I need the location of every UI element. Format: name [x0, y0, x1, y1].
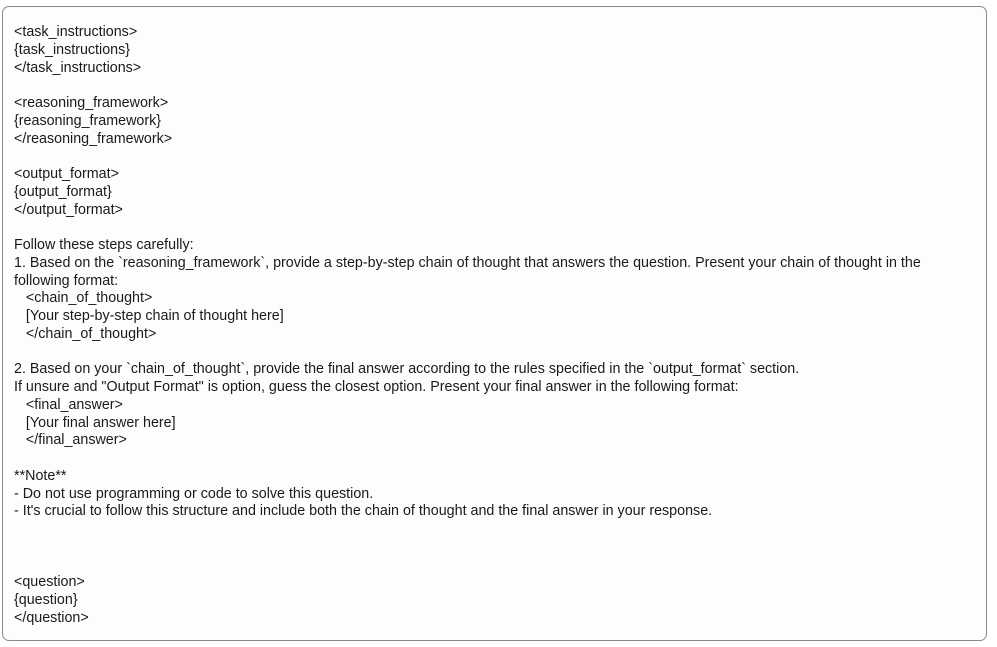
step-2-text: 2. Based on your `chain_of_thought`, provide the final answer according to the rules specified in the `output_format` section. — [14, 361, 800, 378]
prompt-template-box — [2, 6, 987, 641]
blank-line — [14, 557, 978, 575]
line-question-close: </question> — [14, 609, 89, 626]
blank-line — [14, 344, 978, 362]
step-1-text: 1. Based on the `reasoning_framework`, provide a step-by-step chain of thought that answers the question. Present your chain of thought in the — [14, 254, 921, 271]
line-question-open: <question> — [14, 574, 85, 591]
note-heading: **Note** — [14, 467, 67, 484]
line-task-instructions-open: <task_instructions> — [14, 24, 138, 40]
chain-of-thought-open: <chain_of_thought> — [14, 290, 153, 307]
step-1-text-continued: following format: — [14, 272, 119, 289]
line-reasoning-framework-close: </reasoning_framework> — [14, 130, 173, 147]
blank-line — [14, 77, 978, 95]
line-reasoning-framework-open: <reasoning_framework> — [14, 95, 169, 111]
final-answer-open: <final_answer> — [14, 396, 123, 413]
blank-line — [14, 539, 978, 557]
blank-line — [14, 148, 978, 166]
line-task-instructions-placeholder: {task_instructions} — [14, 41, 131, 58]
step-2-text-continued: If unsure and "Output Format" is option, guess the closest option. Present your final answer in the following format: — [14, 379, 739, 395]
blank-line — [14, 450, 978, 468]
line-output-format-placeholder: {output_format} — [14, 183, 112, 200]
chain-of-thought-placeholder: [Your step-by-step chain of thought here] — [14, 308, 284, 324]
line-question-placeholder: {question} — [14, 592, 78, 608]
line-output-format-close: </output_format> — [14, 201, 123, 218]
blank-line — [14, 521, 978, 539]
blank-line — [14, 219, 978, 237]
note-item-2: - It's crucial to follow this structure and include both the chain of thought and the final answer in your response. — [14, 503, 713, 520]
final-answer-close: </final_answer> — [14, 432, 127, 449]
final-answer-placeholder: [Your final answer here] — [14, 414, 176, 431]
chain-of-thought-close: </chain_of_thought> — [14, 325, 157, 342]
steps-heading: Follow these steps carefully: — [14, 237, 194, 253]
line-task-instructions-close: </task_instructions> — [14, 59, 142, 76]
note-item-1: - Do not use programming or code to solve this question. — [14, 485, 374, 502]
line-reasoning-framework-placeholder: {reasoning_framework} — [14, 112, 162, 129]
prompt-template-text — [14, 24, 978, 628]
line-output-format-open: <output_format> — [14, 166, 119, 182]
